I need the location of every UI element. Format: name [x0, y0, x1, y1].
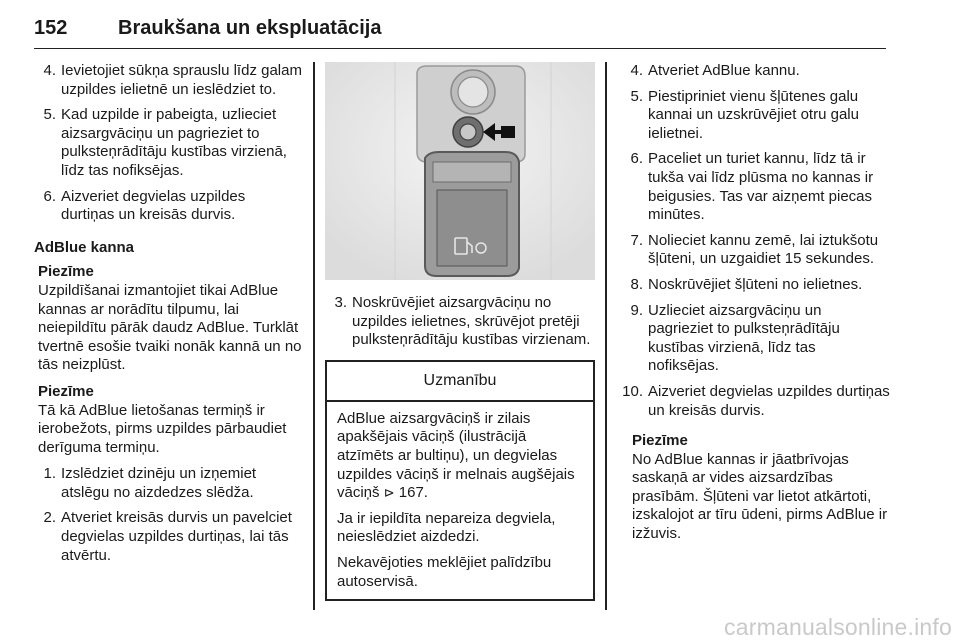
caution-title: Uzmanību [327, 362, 593, 402]
page-reference-icon: ⊳ [383, 485, 395, 501]
column-divider-2 [605, 62, 607, 610]
step-text: Piestipriniet vienu šļūtenes galu kannai un uzskrūvējiet otru galu ielietnei. [648, 87, 859, 142]
step-number: 4. [43, 62, 56, 79]
note-text: No AdBlue kannas ir jāatbrīvojas saskaņā ar vides aizsardzības prasībām. Šļūteni var lietot atkārtoti, izskalojot ar tīru ūdeni, pirms AdBlue ir izžuvis. [632, 450, 888, 543]
step-text: Aizveriet degvielas uzpildes durtiņas un kreisās durvis. [648, 382, 890, 419]
step-number: 2. [43, 509, 56, 527]
note-title: Piezīme [632, 432, 688, 450]
caution-box [325, 360, 595, 601]
note-block [34, 383, 302, 457]
page-reference: 167. [398, 484, 428, 502]
step-number: 4. [630, 62, 643, 79]
step-number: 5. [630, 87, 643, 105]
column-middle [325, 62, 595, 601]
step-number: 5. [43, 106, 56, 124]
column-right [622, 62, 890, 552]
fuel-filler-illustration [325, 62, 595, 280]
steps-list-bottom [34, 465, 302, 565]
step-number: 8. [630, 275, 643, 293]
note-text: Uzpildīšanai izmantojiet tikai AdBlue kannas ar norādītu tilpumu, lai neiepildītu pārāk daudz AdBlue. Turklāt tvertnē esošie tvaiki nonāk kannā un no tās neizplūst. [38, 281, 302, 374]
step-item [628, 88, 890, 144]
step-item [34, 62, 302, 99]
note-title: Piezīme [38, 263, 94, 281]
caution-text: AdBlue aizsargvāciņš ir zilais apakšējais vāciņš (ilustrācijā atzīmēts ar bultiņu), un degvielas uzpildes vāciņš ir melnais augšējais vāciņš [337, 409, 575, 502]
note-title: Piezīme [38, 382, 94, 400]
page-header [34, 8, 886, 49]
steps-list [622, 62, 890, 420]
step-number: 6. [630, 150, 643, 168]
step-number: 1. [43, 465, 56, 483]
step-item [628, 302, 890, 376]
step-item [628, 276, 890, 295]
caution-body [327, 402, 593, 599]
step-number: 7. [630, 231, 643, 249]
step-item [34, 465, 302, 502]
watermark: carmanualsonline.info [724, 614, 952, 640]
step-number: 9. [630, 301, 643, 319]
step-number: 3. [334, 294, 347, 311]
step-item [628, 232, 890, 269]
step-text: Nolieciet kannu zemē, lai iztukšotu šļūteni, un uzgaidiet 15 sekundes. [648, 231, 879, 268]
fuel-filler-drawing [325, 62, 595, 280]
note-block [628, 432, 890, 544]
step-number: 6. [43, 187, 56, 205]
step-number: 10. [622, 382, 643, 400]
step-text: Noskrūvējiet aizsargvāciņu no uzpildes ielietnes, skrūvējot pretēji pulksteņrādītāju kustības virzienam. [352, 294, 591, 349]
steps-list [325, 294, 595, 350]
section-heading-adblue-canister: AdBlue kanna [34, 238, 135, 256]
note-block [34, 263, 302, 375]
step-text: Kad uzpilde ir pabeigta, uzlieciet aizsargvāciņu un pagrieziet to pulksteņrādītāju kustības virzienā, līdz tas nofiksējas. [61, 106, 287, 179]
step-text: Atveriet kreisās durvis un pavelciet degvielas uzpildes durtiņas, lai tās atvērtu. [61, 509, 292, 564]
step-text: Uzlieciet aizsargvāciņu un pagrieziet to pulksteņrādītāju kustības virzienā, līdz tas nofiksējas. [648, 301, 840, 375]
step-text: Paceliet un turiet kannu, līdz tā ir tukša vai līdz plūsma no kannas ir beigusies. Tas var aizņemt piecas minūtes. [648, 150, 874, 224]
step-item [628, 62, 890, 81]
step-item [622, 382, 890, 420]
caution-paragraph: Ja ir iepildīta nepareiza degviela, neieslēdziet aizdedzi. [337, 509, 556, 546]
page-title: Braukšana un ekspluatācija [118, 17, 382, 39]
caution-paragraph [337, 410, 583, 503]
step-item [34, 188, 302, 225]
column-divider-1 [313, 62, 315, 610]
step-text: Noskrūvējiet šļūteni no ielietnes. [648, 275, 863, 293]
step-item [325, 294, 595, 350]
step-text: Ievietojiet sūkņa sprauslu līdz galam uzpildes ielietnē un ieslēdziet to. [61, 62, 302, 98]
note-text: Tā kā AdBlue lietošanas termiņš ir ierobežots, pirms uzpildes pārbaudiet derīguma termiņu. [38, 401, 287, 456]
caution-paragraph: Nekavējoties meklējiet palīdzību autoservisā. [337, 553, 552, 590]
column-left [34, 62, 302, 572]
steps-list-top [34, 62, 302, 225]
step-item [34, 106, 302, 180]
page-number: 152 [34, 17, 68, 39]
step-text: Atveriet AdBlue kannu. [648, 62, 800, 79]
step-item [34, 509, 302, 565]
step-text: Izslēdziet dzinēju un izņemiet atslēgu no aizdedzes slēdža. [61, 465, 257, 501]
step-text: Aizveriet degvielas uzpildes durtiņas un kreisās durvis. [61, 187, 246, 224]
step-item [628, 150, 890, 224]
